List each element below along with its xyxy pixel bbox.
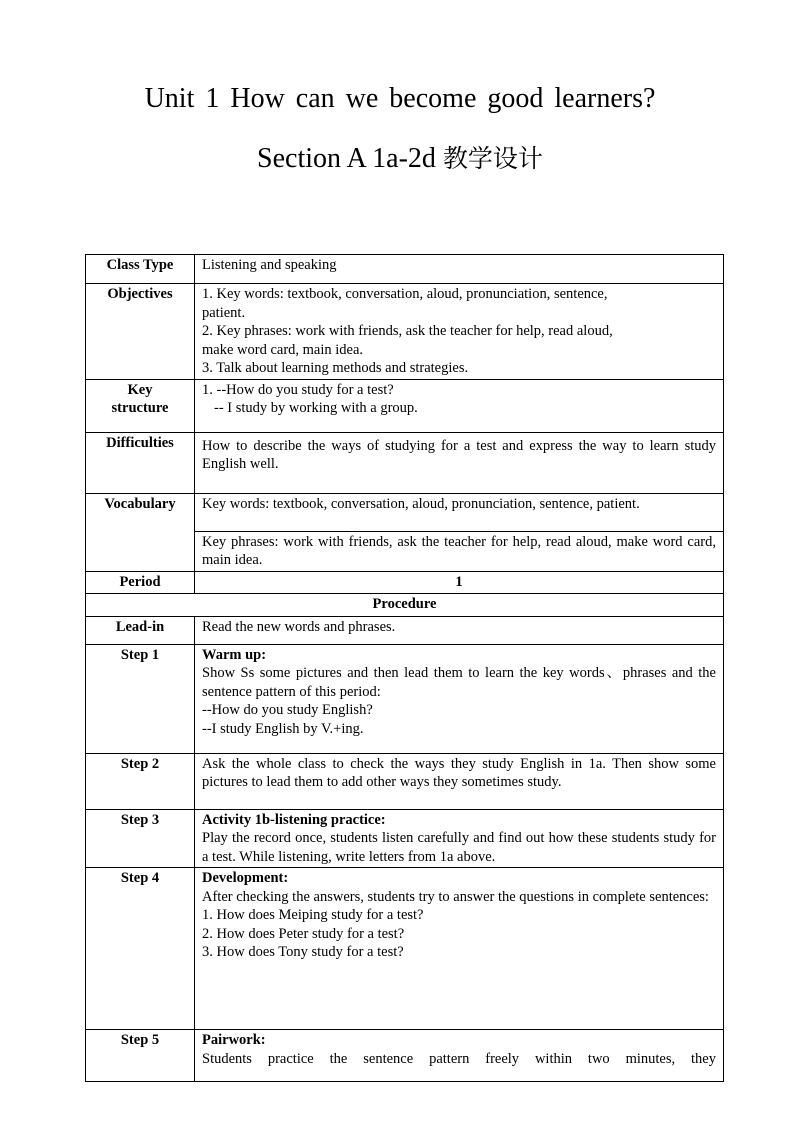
- row-step-3: [86, 809, 724, 868]
- row-step-5: [86, 1030, 724, 1082]
- objectives-line: 2. Key phrases: work with friends, ask the teacher for help, read aloud,: [202, 323, 613, 339]
- class-type-label: Class Type: [86, 255, 195, 284]
- objectives-line: patient.: [202, 304, 246, 321]
- procedure-heading: Procedure: [86, 593, 724, 616]
- difficulties-value: How to describe the ways of studying for a test and express the way to learn study English well.: [195, 432, 724, 493]
- subtitle-english: Section A 1a-2d: [257, 143, 443, 174]
- row-class-type: [86, 255, 724, 284]
- step-3-heading: Activity 1b-listening practice:: [202, 811, 386, 828]
- step-3-label: Step 3: [86, 809, 195, 868]
- key-structure-value: [195, 379, 724, 432]
- subtitle-chinese: 教学设计: [442, 144, 543, 173]
- step-5-text: Students practice the sentence pattern freely within two minutes, they: [202, 1050, 716, 1067]
- step-4-question: 2. How does Peter study for a test?: [202, 925, 405, 942]
- step-5-content: [195, 1030, 724, 1082]
- document-title: Unit 1 How can we become good learners?: [144, 83, 656, 114]
- step-5-label: Step 5: [86, 1030, 195, 1082]
- step-1-label: Step 1: [86, 644, 195, 753]
- step-1-line: --How do you study English?: [202, 702, 373, 718]
- step-4-heading: Development:: [202, 870, 289, 886]
- row-vocabulary-1: [86, 493, 724, 531]
- class-type-value: Listening and speaking: [195, 255, 724, 284]
- row-step-2: [86, 753, 724, 809]
- row-difficulties: [86, 432, 724, 493]
- key-structure-label: [86, 379, 195, 432]
- period-value: 1: [195, 571, 724, 593]
- vocabulary-key-phrases: Key phrases: work with friends, ask the teacher for help, read aloud, make word card, main idea.: [195, 531, 724, 571]
- row-step-4: [86, 868, 724, 1030]
- row-lead-in: [86, 616, 724, 644]
- step-1-heading: Warm up:: [202, 646, 267, 663]
- step-4-question: 1. How does Meiping study for a test?: [202, 907, 424, 923]
- key-structure-line: 1. --How do you study for a test?: [202, 381, 394, 398]
- objectives-line: 1. Key words: textbook, conversation, aloud, pronunciation, sentence,: [202, 286, 608, 302]
- step-3-text: Play the record once, students listen carefully and find out how these students study for a test. While listening, write letters from 1a above.: [202, 830, 716, 865]
- objectives-line: 3. Talk about learning methods and strategies.: [202, 360, 469, 376]
- row-objectives: [86, 284, 724, 380]
- step-2-label: Step 2: [86, 753, 195, 809]
- step-1-line: --I study English by V.+ing.: [202, 720, 364, 737]
- objectives-line: make word card, main idea.: [202, 341, 364, 358]
- row-step-1: [86, 644, 724, 753]
- key-structure-line: -- I study by working with a group.: [214, 400, 418, 416]
- lead-in-label: Lead-in: [86, 616, 195, 644]
- step-4-label: Step 4: [86, 868, 195, 1030]
- step-5-heading: Pairwork:: [202, 1032, 266, 1048]
- vocabulary-key-words: Key words: textbook, conversation, aloud, pronunciation, sentence, patient.: [195, 493, 724, 531]
- step-4-question: 3. How does Tony study for a test?: [202, 944, 404, 960]
- objectives-value: [195, 284, 724, 380]
- row-procedure: [86, 593, 724, 616]
- key-structure-label-line2: structure: [111, 400, 169, 416]
- step-1-text: Show Ss some pictures and then lead them to learn the key words、phrases and the sentence pattern of this period:: [202, 665, 716, 700]
- key-structure-label-line1: Key: [127, 381, 153, 398]
- lead-in-value: Read the new words and phrases.: [195, 616, 724, 644]
- objectives-label: Objectives: [86, 284, 195, 380]
- step-2-text: Ask the whole class to check the ways they study English in 1a. Then show some pictures to lead them to add other ways they sometimes study.: [195, 753, 724, 809]
- document-subtitle: [0, 142, 800, 176]
- period-label: Period: [86, 571, 195, 593]
- step-4-content: [195, 868, 724, 1030]
- vocabulary-label: Vocabulary: [86, 493, 195, 571]
- step-3-content: [195, 809, 724, 868]
- row-key-structure: [86, 379, 724, 432]
- step-1-content: [195, 644, 724, 753]
- lesson-plan-table: [85, 254, 724, 1082]
- row-period: [86, 571, 724, 593]
- step-4-text: After checking the answers, students try to answer the questions in complete sentences:: [202, 888, 709, 905]
- difficulties-label: Difficulties: [86, 432, 195, 493]
